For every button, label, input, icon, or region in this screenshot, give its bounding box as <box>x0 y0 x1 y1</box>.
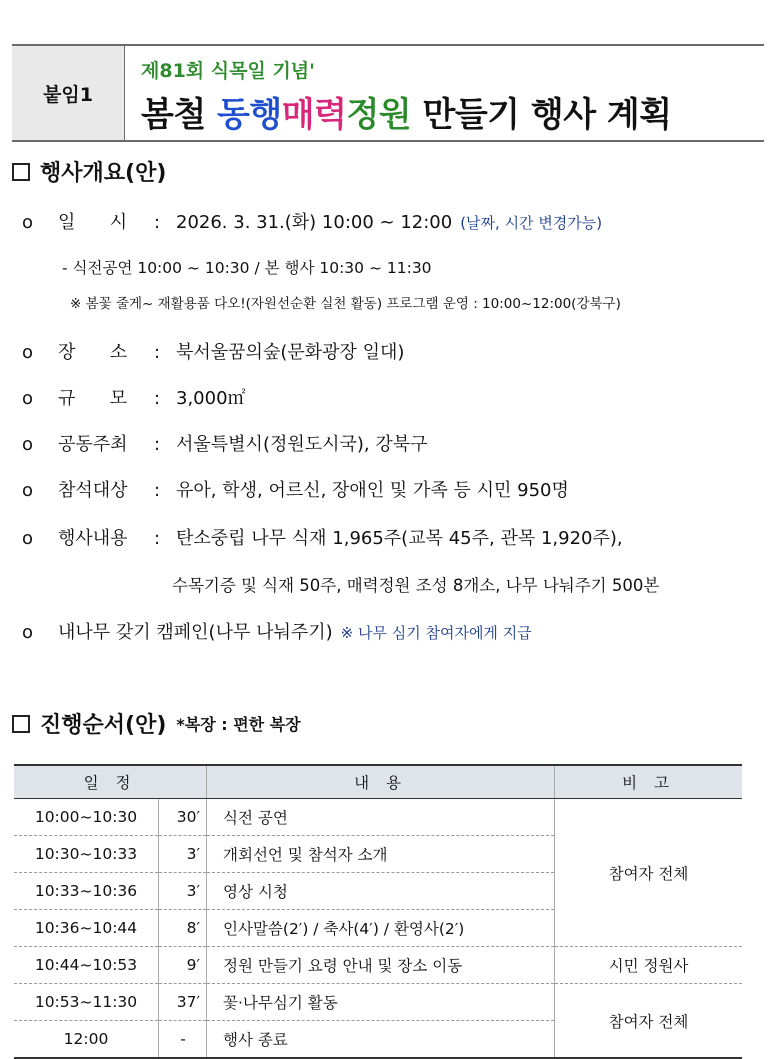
duration-cell: - <box>159 1021 207 1059</box>
item-label: 규 모 <box>58 388 128 409</box>
item-label: 참석대상 <box>58 480 128 501</box>
note-cell: 참여자 전체 <box>555 799 743 947</box>
bullet: o <box>22 434 34 455</box>
checkbox-square-icon <box>12 163 30 181</box>
overview-item-content: o 행사내용 : 탄소중립 나무 식재 1,965주(교목 45주, 관목 1,920주), <box>22 524 623 550</box>
overview-item-place: o 장 소 : 북서울꿈의숲(문화광장 일대) <box>22 338 404 364</box>
subtitle: 제81회 식목일 기념' <box>141 60 315 82</box>
column-header-note: 비 고 <box>555 765 743 799</box>
item-value: 3,000㎡ <box>176 388 246 409</box>
time-cell: 10:33~10:36 <box>14 873 159 910</box>
overview-subline: - 식전공연 10:00 ~ 10:30 / 본 행사 10:30 ~ 11:30 <box>62 259 432 277</box>
note-cell: 시민 정원사 <box>555 947 743 984</box>
content-cell: 식전 공연 <box>207 799 555 836</box>
table-row <box>14 947 742 984</box>
duration-cell: 9′ <box>159 947 207 984</box>
bullet: o <box>22 342 34 363</box>
title-part-4: 정원 <box>346 95 412 135</box>
item-value: 서울특별시(정원도시국), 강북구 <box>176 434 428 455</box>
duration-cell: 37′ <box>159 984 207 1021</box>
title-part-1: 봄철 <box>141 95 218 135</box>
overview-item-host: o 공동주최 : 서울특별시(정원도시국), 강북구 <box>22 430 428 456</box>
overview-item-audience: o 참석대상 : 유아, 학생, 어르신, 장애인 및 가족 등 시민 950명 <box>22 476 569 502</box>
table-row <box>14 984 742 1021</box>
bullet: o <box>22 622 34 643</box>
time-cell: 10:36~10:44 <box>14 910 159 947</box>
duration-cell: 3′ <box>159 836 207 873</box>
content-cell: 정원 만들기 요령 안내 및 장소 이동 <box>207 947 555 984</box>
overview-item-content-line2: 수목기증 및 식재 50주, 매력정원 조성 8개소, 나무 나눠주기 500본 <box>172 576 660 595</box>
time-cell: 10:30~10:33 <box>14 836 159 873</box>
schedule-title: 진행순서(안) <box>40 713 167 738</box>
overview-item-campaign <box>22 618 532 644</box>
overview-item-scale: o 규 모 : 3,000㎡ <box>22 384 246 410</box>
checkbox-square-icon <box>12 715 30 733</box>
title-part-2: 동행 <box>217 95 282 135</box>
item-label: 공동주최 <box>58 434 128 455</box>
dress-code-note: *복장 : 편한 복장 <box>176 715 301 734</box>
overview-item-date: o 일 시 : 2026. 3. 31.(화) 10:00 ~ 12:00 (날짜, 시간 변경가능) <box>22 208 602 234</box>
note-cell: 참여자 전체 <box>555 984 743 1059</box>
bullet: o <box>22 528 34 549</box>
item-value: 유아, 학생, 어르신, 장애인 및 가족 등 시민 950명 <box>176 480 569 501</box>
item-note: ※ 나무 심기 참여자에게 지급 <box>340 624 532 642</box>
column-header-time: 일 정 <box>14 765 207 799</box>
time-cell: 12:00 <box>14 1021 159 1059</box>
duration-cell: 8′ <box>159 910 207 947</box>
bullet: o <box>22 480 34 501</box>
item-value: 북서울꿈의숲(문화광장 일대) <box>176 342 405 363</box>
item-label: 장 소 <box>58 342 128 363</box>
duration-cell: 30′ <box>159 799 207 836</box>
time-cell: 10:44~10:53 <box>14 947 159 984</box>
item-label: 일 시 <box>58 212 128 233</box>
title-area <box>125 46 764 140</box>
time-cell: 10:53~11:30 <box>14 984 159 1021</box>
overview-title: 행사개요(안) <box>40 161 167 186</box>
bullet: o <box>22 212 34 233</box>
bullet: o <box>22 388 34 409</box>
duration-cell: 3′ <box>159 873 207 910</box>
table-row <box>14 799 742 836</box>
title-box <box>12 44 764 142</box>
table-header-row <box>14 765 742 799</box>
content-cell: 인사말씀(2′) / 축사(4′) / 환영사(2′) <box>207 910 555 947</box>
content-cell: 개회선언 및 참석자 소개 <box>207 836 555 873</box>
page-title <box>141 87 764 136</box>
item-value: 탄소중립 나무 식재 1,965주(교목 45주, 관목 1,920주), <box>176 528 623 549</box>
item-label: 내나무 갖기 캠페인(나무 나눠주기) <box>58 622 333 643</box>
attachment-tag: 붙임1 <box>12 46 125 140</box>
schedule-section-header <box>12 708 301 739</box>
schedule-table <box>14 764 742 1059</box>
content-cell: 영상 시청 <box>207 873 555 910</box>
overview-subnote: ※ 봄꽃 줄게~ 재활용품 다오!(자원선순환 실천 활동) 프로그램 운영 : 10:00~12:00(강북구) <box>70 296 621 312</box>
content-cell: 행사 종료 <box>207 1021 555 1059</box>
content-cell: 꽃·나무심기 활동 <box>207 984 555 1021</box>
title-part-3: 매력 <box>281 95 347 135</box>
column-header-content: 내 용 <box>207 765 555 799</box>
overview-section-header <box>12 156 166 187</box>
item-value: 2026. 3. 31.(화) 10:00 ~ 12:00 <box>176 212 453 233</box>
title-part-5: 만들기 행사 계획 <box>411 95 672 135</box>
item-note: (날짜, 시간 변경가능) <box>460 214 603 232</box>
time-cell: 10:00~10:30 <box>14 799 159 836</box>
item-label: 행사내용 <box>58 528 128 549</box>
